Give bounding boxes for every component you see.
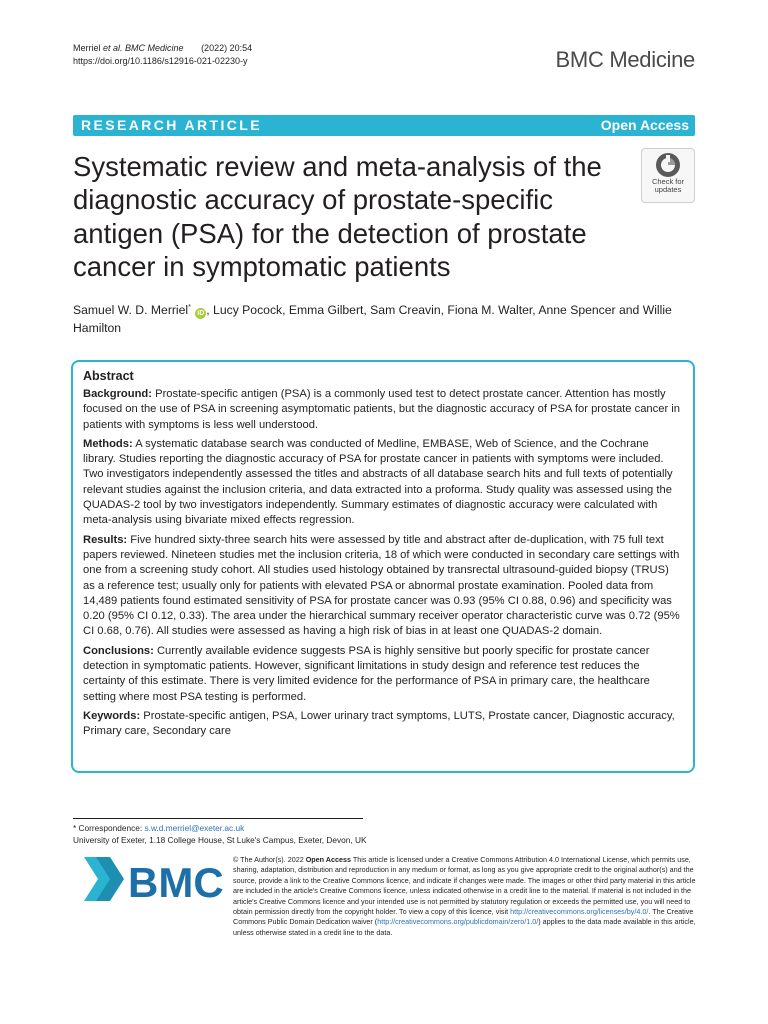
license-body-3: ) applies to the data made available in this article, unless otherwise stated in a credit line to the data. [233, 917, 696, 937]
correspondence-label: * Correspondence: [73, 823, 145, 833]
corresponding-author-mark: * [188, 304, 191, 311]
article-type-banner [73, 115, 695, 136]
footnote-divider [73, 818, 363, 819]
check-for-updates-line2: updates [654, 185, 682, 194]
first-author[interactable]: Samuel W. D. Merriel [73, 303, 189, 318]
bmc-logo-icon [82, 853, 224, 906]
check-for-updates-icon [655, 152, 681, 178]
doi-link[interactable]: https://doi.org/10.1186/s12916-021-02230-y [73, 56, 248, 66]
results-text: Five hundred sixty-three search hits were assessed by title and abstract after de-duplication, with 75 full text papers reviewed. Nineteen studies met the inclusion criteria, 18 of which were conducted in secondary care settings with one from a screening study cohort. All studies used histology obtained by transrectal ultrasound-guided biopsy (TRUS) as a reference test; usually only for patients with elevated PSA or abnormal prostate examination. Pooled data from 14,489 patients found estimated sensitivity of PSA for prostate cancer was 0.93 (95% CI 0.88, 0.96) and specificity was 0.20 (95% CI 0.12, 0.33). The area under the hierarchical summary receiver operator characteristic curve was 0.72 (95% CI 0.68, 0.76). All studies were assessed as having a high risk of bias in at least one QUADAS-2 domain. [83, 533, 680, 638]
abstract-methods [83, 437, 683, 529]
open-access-label: Open Access [600, 117, 689, 133]
author-list [73, 299, 693, 337]
abstract-heading: Abstract [83, 369, 134, 383]
citation-journal: et al. BMC Medicine [103, 43, 184, 53]
copyright: © The Author(s). 2022 [233, 855, 306, 864]
conclusions-text: Currently available evidence suggests PSA is highly sensitive but poorly specific for prostate cancer detection in symptomatic patients. However, significant limitations in study design and reference test reduces the certainty of this estimate. There is very limited evidence for the performance of PSA in primary care, the healthcare setting where most PSA testing is performed. [83, 644, 650, 703]
conclusions-label: Conclusions: [83, 644, 154, 657]
cc-by-link[interactable]: http://creativecommons.org/licenses/by/4.0/ [510, 907, 649, 917]
check-for-updates-button[interactable] [641, 148, 695, 203]
citation-header [73, 42, 252, 68]
correspondence-email[interactable]: s.w.d.merriel@exeter.ac.uk [144, 823, 245, 833]
abstract-background [83, 387, 683, 433]
other-authors: , Lucy Pocock, Emma Gilbert, Sam Creavin, Fiona M. Walter, Anne Spencer and Willie Hamilton [73, 303, 672, 336]
keywords-text: Prostate-specific antigen, PSA, Lower urinary tract symptoms, LUTS, Prostate cancer, Diagnostic accuracy, Primary care, Secondary care [83, 709, 675, 738]
bmc-logo-text: BMC [128, 859, 224, 906]
cc-zero-link[interactable]: http://creativecommons.org/publicdomain/zero/1.0/ [377, 917, 539, 927]
article-type-label: RESEARCH ARTICLE [81, 117, 262, 133]
methods-label: Methods: [83, 437, 133, 450]
citation-year: (2022) 20:54 [201, 43, 253, 53]
footnote [73, 822, 367, 846]
results-label: Results: [83, 533, 128, 546]
check-for-updates-line1: Check for [651, 177, 685, 186]
methods-text: A systematic database search was conducted of Medline, EMBASE, Web of Science, and the Cochrane library. Studies reporting the diagnostic accuracy of PSA for prostate cancer in patients with symptoms were included. Two investigators independently assessed the titles and abstracts of all database search hits and full texts of potentially relevant studies against the inclusion criteria, and data extracted into a proforma. Study quality was assessed using the QUADAS-2 tool by two investigators independently. Summary estimates of diagnostic accuracy were calculated with meta-analysis using bivariate mixed effects regression. [83, 437, 673, 527]
orcid-icon[interactable]: iD [197, 310, 205, 318]
affiliation: University of Exeter, 1.18 College House, St Luke's Campus, Exeter, Devon, UK [73, 835, 367, 845]
abstract-box [71, 360, 695, 773]
license-text [233, 855, 701, 938]
background-text: Prostate-specific antigen (PSA) is a commonly used test to detect prostate cancer. Attention has mostly focused on the use of PSA in screening asymptomatic patients, but the diagnostic accuracy of PSA for prostate cancer in patients with symptoms is less well understood. [83, 388, 681, 431]
bmc-logo [82, 853, 224, 910]
abstract-keywords [83, 709, 683, 740]
citation-authors: Merriel [73, 43, 104, 53]
article-title: Systematic review and meta-analysis of the diagnostic accuracy of prostate-specific antigen (PSA) for the detection of prostate cancer in symptomatic patients [73, 151, 602, 282]
abstract-results [83, 533, 683, 640]
background-label: Background: [83, 388, 152, 400]
keywords-label: Keywords: [83, 709, 141, 722]
abstract-conclusions [83, 644, 683, 705]
license-body-2: . The Creative Commons Public Domain Dedication waiver ( [233, 907, 694, 927]
license-body-1: This article is licensed under a Creative Commons Attribution 4.0 International License, which permits use, sharing, adaptation, distribution and reproduction in any medium or format, as long as you give appropriate credit to the original author(s) and the source, provide a link to the Creative Commons licence, and indicate if changes were made. The images or other third party material in this article are included in the article's Creative Commons licence, unless indicated otherwise in a credit line to the material. If material is not included in the article's Creative Commons licence and your intended use is not permitted by statutory regulation or exceeds the permitted use, you will need to obtain permission directly from the copyright holder. To view a copy of this licence, visit [233, 855, 696, 917]
license-open-access: Open Access [305, 855, 351, 864]
journal-name: BMC Medicine [555, 47, 695, 72]
